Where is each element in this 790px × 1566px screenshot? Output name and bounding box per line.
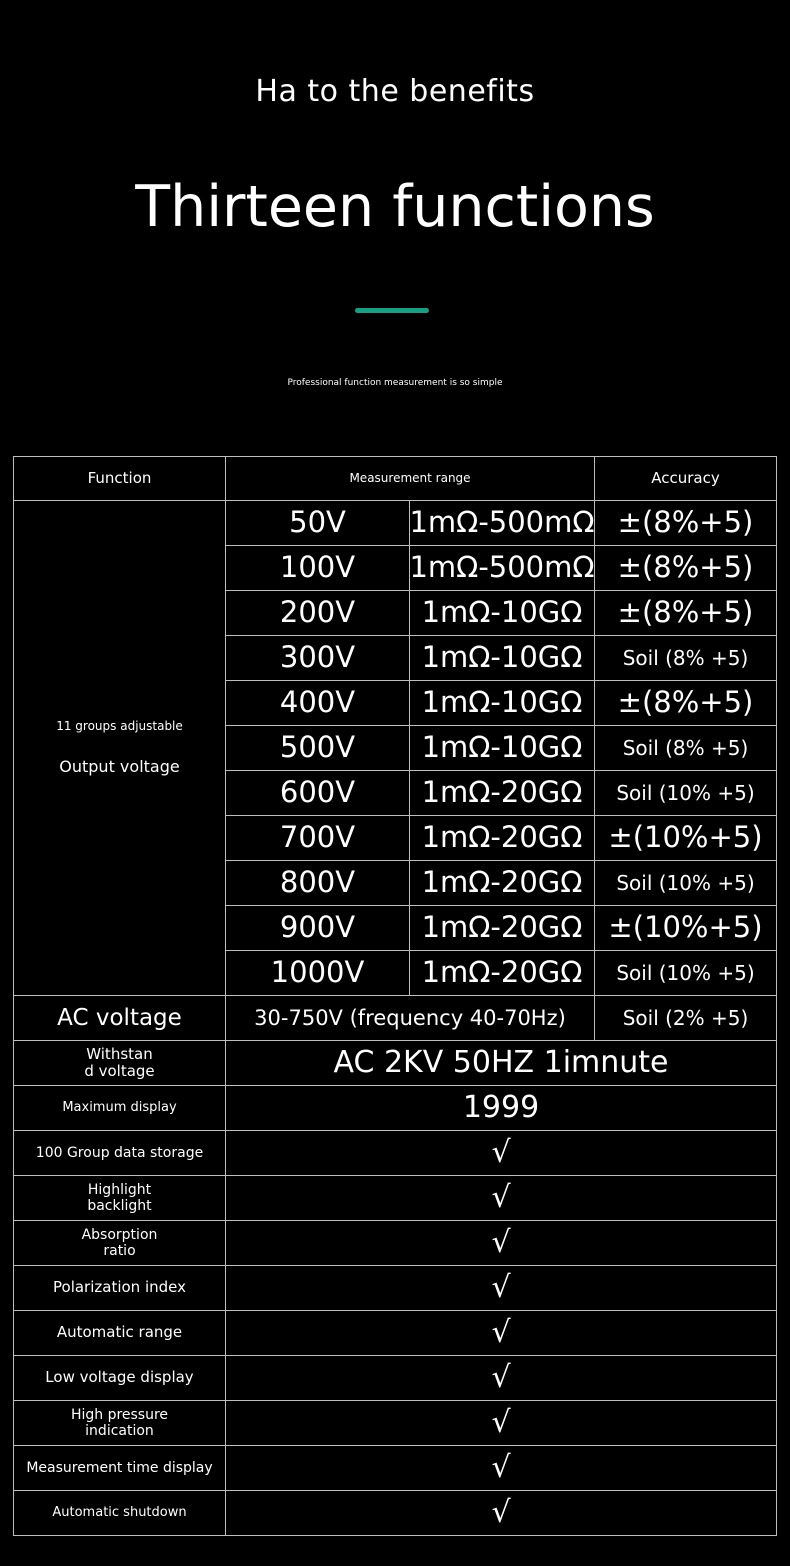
output-voltage-accuracy: ±(10%+5) [595,906,777,951]
page-title: Thirteen functions [135,174,655,240]
output-voltage-range: 1mΩ-10GΩ [410,681,595,726]
feature-label-line1: Automatic shutdown [52,1504,187,1520]
feature-label-line1: 100 Group data storage [35,1144,204,1161]
feature-label-line1: Absorption [81,1226,158,1243]
output-voltage-label [13,501,226,996]
max-display-label: Maximum display [13,1086,226,1131]
feature-label [13,1131,226,1176]
output-voltage-value: 200V [226,591,410,636]
feature-label-line2: indication [85,1423,154,1439]
output-voltage-groups-text: 11 groups adjustable [56,718,183,733]
output-voltage-range: 1mΩ-20GΩ [410,861,595,906]
withstand-label-line2: d voltage [84,1062,155,1080]
header-measurement-range: Measurement range [226,456,595,501]
output-voltage-range: 1mΩ-20GΩ [410,906,595,951]
output-voltage-range: 1mΩ-10GΩ [410,636,595,681]
output-voltage-value: 800V [226,861,410,906]
check-mark-icon: √ [226,1266,777,1311]
feature-label-line1: Measurement time display [26,1459,213,1476]
output-voltage-text: Output voltage [59,756,180,776]
output-voltage-value: 400V [226,681,410,726]
output-voltage-accuracy: ±(8%+5) [595,681,777,726]
check-mark-icon: √ [226,1176,777,1221]
check-mark-icon: √ [226,1401,777,1446]
output-voltage-value: 300V [226,636,410,681]
output-voltage-accuracy: ±(8%+5) [595,591,777,636]
check-mark-icon: √ [226,1221,777,1266]
output-voltage-accuracy: Soil (10% +5) [595,861,777,906]
output-voltage-accuracy: Soil (10% +5) [595,951,777,996]
withstand-voltage-value: AC 2KV 50HZ 1imnute [226,1041,777,1086]
accent-divider [355,308,429,313]
output-voltage-value: 1000V [226,951,410,996]
check-mark-icon: √ [226,1131,777,1176]
output-voltage-accuracy: Soil (8% +5) [595,726,777,771]
ac-voltage-label: AC voltage [13,996,226,1041]
feature-label-line1: Automatic range [56,1323,183,1342]
ac-voltage-range: 30-750V (frequency 40-70Hz) [226,996,595,1041]
feature-label-line2: ratio [103,1243,136,1259]
feature-label [13,1221,226,1266]
output-voltage-value: 50V [226,501,410,546]
feature-label [13,1356,226,1401]
ac-voltage-accuracy: Soil (2% +5) [595,996,777,1041]
feature-label-line2: backlight [87,1198,152,1214]
feature-label [13,1311,226,1356]
output-voltage-range: 1mΩ-500mΩ [410,501,595,546]
tagline: Professional function measurement is so simple [287,378,503,388]
output-voltage-accuracy: ±(10%+5) [595,816,777,861]
output-voltage-accuracy: ±(8%+5) [595,546,777,591]
feature-label-line1: Low voltage display [45,1368,194,1387]
output-voltage-value: 700V [226,816,410,861]
feature-label [13,1266,226,1311]
feature-label-line1: High pressure [70,1406,169,1423]
output-voltage-range: 1mΩ-10GΩ [410,591,595,636]
spec-table [13,456,777,1536]
output-voltage-accuracy: Soil (10% +5) [595,771,777,816]
output-voltage-value: 600V [226,771,410,816]
header-function: Function [13,456,226,501]
output-voltage-accuracy: ±(8%+5) [595,501,777,546]
output-voltage-range: 1mΩ-20GΩ [410,816,595,861]
output-voltage-range: 1mΩ-20GΩ [410,771,595,816]
check-mark-icon: √ [226,1491,777,1536]
check-mark-icon: √ [226,1446,777,1491]
output-voltage-accuracy: Soil (8% +5) [595,636,777,681]
withstand-label-line1: Withstan [86,1044,153,1063]
feature-label [13,1401,226,1446]
feature-label [13,1491,226,1536]
feature-label-line1: Highlight [87,1181,152,1198]
check-mark-icon: √ [226,1356,777,1401]
output-voltage-value: 900V [226,906,410,951]
header-accuracy: Accuracy [595,456,777,501]
feature-label-line1: Polarization index [53,1278,186,1297]
output-voltage-value: 100V [226,546,410,591]
output-voltage-value: 500V [226,726,410,771]
feature-label [13,1176,226,1221]
output-voltage-range: 1mΩ-10GΩ [410,726,595,771]
output-voltage-range: 1mΩ-20GΩ [410,951,595,996]
output-voltage-range: 1mΩ-500mΩ [410,546,595,591]
withstand-voltage-label [13,1041,226,1086]
feature-label [13,1446,226,1491]
page-subtitle: Ha to the benefits [255,74,535,109]
max-display-value: 1999 [226,1086,777,1131]
check-mark-icon: √ [226,1311,777,1356]
